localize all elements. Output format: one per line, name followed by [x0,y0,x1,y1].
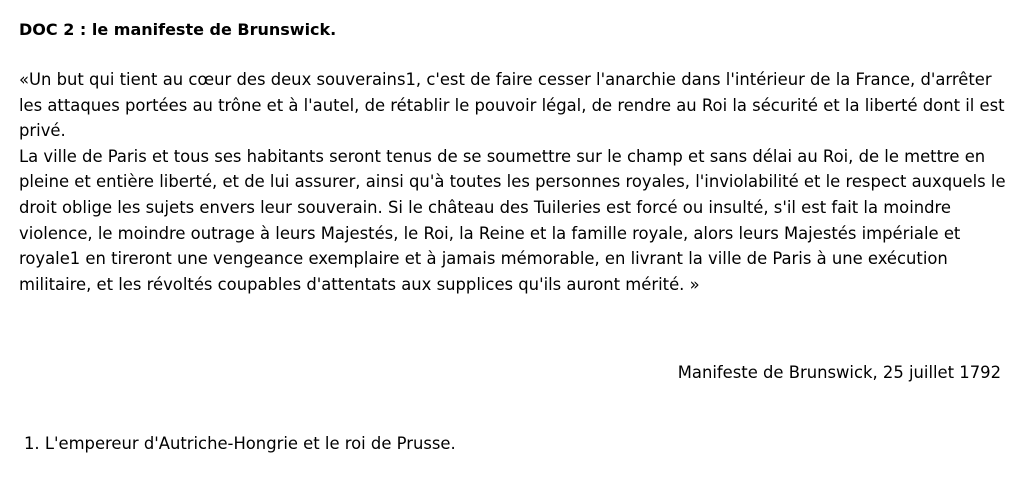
quote-paragraph-1: «Un but qui tient au cœur des deux souverains1, c'est de faire cesser l'anarchie dans l'intérieur de la France, d'arrêter les attaques portées au trône et à l'autel, de rétablir le pouvoir légal, de rendre au Roi la sécurité et la liberté dont il est privé. [19,70,1005,141]
quote-paragraph-2: La ville de Paris et tous ses habitants seront tenus de se soumettre sur le champ et sans délai au Roi, de le mettre en pleine et entière liberté, et de lui assurer, ainsi qu'à toutes les personnes royales, l'inviolabilité et le respect auxquels le droit oblige les sujets envers leur souverain. Si le château des Tuileries est forcé ou insulté, s'il est fait la moindre violence, le moindre outrage à leurs Majestés, le Roi, la Reine et la famille royale, alors leurs Majestés impériale et royale1 en tireront une vengeance exemplaire et à jamais mémorable, en livrant la ville de Paris à une exécution militaire, et les révoltés coupables d'attentats aux supplices qu'ils auront mérité. » [19,146,1006,294]
source-citation: Manifeste de Brunswick, 25 juillet 1792 [677,363,1001,382]
quote-block [19,67,1009,297]
footnote: 1. L'empereur d'Autriche-Hongrie et le roi de Prusse. [24,434,456,453]
document-title: DOC 2 : le manifeste de Brunswick. [19,20,337,39]
